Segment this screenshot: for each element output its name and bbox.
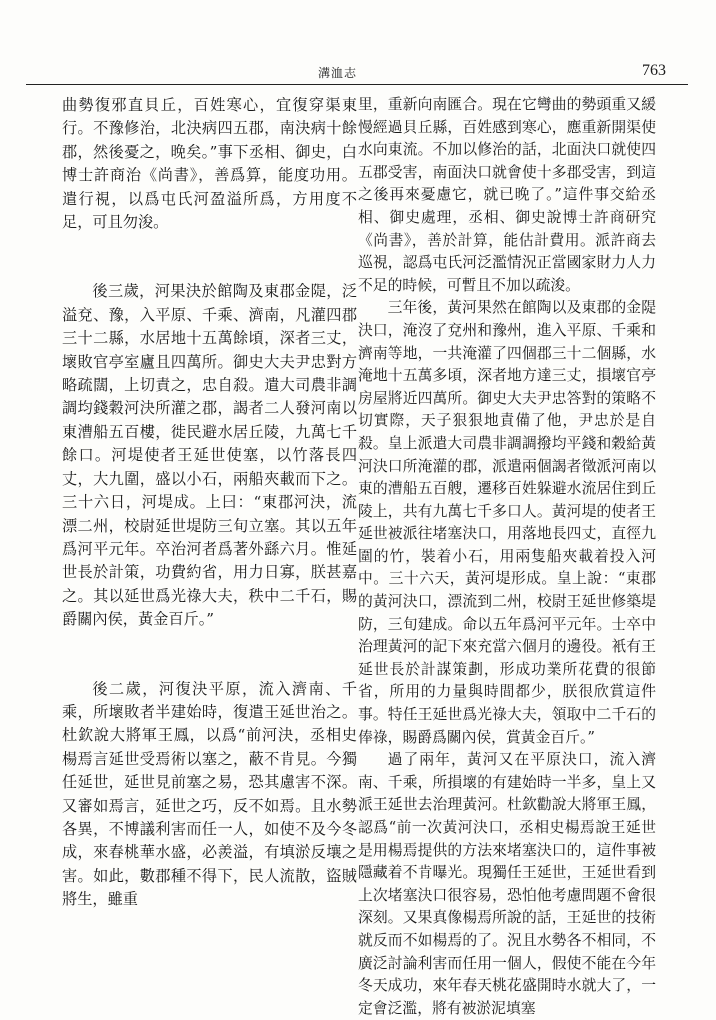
classical-paragraph: 後三歲，河果決於館陶及東郡金隄，泛溢兗、豫，入平原、千乘、濟南，凡灌四郡三十二縣，水居地十五萬餘頃，深者三丈，壞敗官亭室廬且四萬所。御史大夫尹忠對方略疏闊，上切責之，忠自殺。遣大司農非調調均錢穀河決所灌之郡，謁者二人發河南以東漕船五百樓，徙民避水居丘陵，九萬七千餘口。河堤使者王延世使塞，以竹落長四丈，大九圍，盛以小石，兩船夾載而下之。三十六日，河堤成。上曰：“東郡河決，流漂二州，校尉延世堤防三旬立塞。其以五年爲河平元年。卒治河者爲著外繇六月。惟延世長於計策，功費約省，用力日寡，朕甚嘉之。其以延世爲光祿大夫，秩中二千石，賜爵關內侯，黃金百斤。”	[62, 282, 357, 629]
translation-column	[358, 94, 656, 1017]
translation-paragraph: 里，重新向南匯合。現在它彎曲的勢頭重又緩慢經過貝丘縣，百姓感到寒心，應重新開渠使水向東流。不加以修治的話，北面決口就使四五郡受害，南面決口就會使十多郡受害，到這之後再來憂慮它，就已晚了。”這件事交給丞相、御史處理，丞相、御史說博士許商研究《尚書》，善於計算，能估計費用。派許商去巡視，認爲屯氏河泛濫情況正當國家財力人力不足的時候，可暫且不加以疏浚。	[358, 96, 656, 294]
classical-paragraph: 後二歲，河復決平原，流入濟南、千乘，所壞敗者半建始時，復遣王延世治之。杜欽說大將軍王鳳，以爲“前河決，丞相史楊焉言延世受焉術以塞之，蔽不肯見。今獨任延世，延世見前塞之易，恐其慮害不深。又審如焉言，延世之巧，反不如焉。且水勢各異，不博議利害而任一人，如使不及今冬成，來春桃華水盛，必羨溢，有填淤反壤之害。如此，數郡種不得下，民人流散，盜賊將生，雖重	[62, 679, 357, 909]
running-head: 溝洫志	[318, 66, 358, 80]
page-number: 763	[642, 62, 666, 79]
translation-paragraph: 過了兩年，黃河又在平原決口，流入濟南、千乘，所損壞的有建始時一半多，皇上又派王延世去治理黃河。杜欽勸說大將軍王鳳，認爲“前一次黃河決口，丞相史楊焉說王延世是用楊焉提供的方法來堵塞決口的，這件事被隱藏着不肯曝光。現獨任王延世，王延世看到上次堵塞決口很容易，恐怕他考慮問題不會很深刻。又果真像楊焉所說的話，王延世的技術就反而不如楊焉的了。況且水勢各不相同，不廣泛討論利害而任用一個人，假使不能在今年冬天成功，來年春天桃花盛開時水就大了，一定會泛濫，將有被淤泥填塞	[358, 751, 656, 1017]
classical-paragraph: 曲勢復邪直貝丘，百姓寒心，宜復穿渠東行。不豫修治，北決病四五郡，南決病十餘郡，然後憂之，晚矣。”事下丞相、御史，白博士許商治《尚書》，善爲算，能度功用。遣行視，以爲屯氏河盈溢所爲，方用度不足，可且勿浚。	[62, 96, 357, 232]
header-rule	[26, 84, 688, 85]
translation-paragraph: 三年後，黃河果然在館陶以及東郡的金隄決口，淹沒了兗州和豫州，進入平原、千乘和濟南等地，一共淹灌了四個郡三十二個縣，水淹地十五萬多頃，深者地方達三丈，損壞官亭房屋將近四萬所。御史大夫尹忠答對的策略不切實際，天子狠狠地責備了他，尹忠於是自殺。皇上派遣大司農非調調撥均平錢和穀給黃河決口所淹灌的郡，派遣兩個謁者徵派河南以東的漕船五百艘，遷移百姓躲避水流居住到丘陵上，共有九萬七千多口人。黃河堤的使者王延世被派往堵塞決口，用落地長四丈，直徑九圍的竹，裝着小石，用兩隻船夾載着投入河中。三十六天，黃河堤形成。皇上說：“東郡的黃河決口，漂流到二州，校尉王延世修築堤防，三旬建成。命以五年爲河平元年。士卒中治理黃河的記下來充當六個月的邊役。衹有王延世長於計謀策劃，形成功業所花費的很節省，所用的力量與時間都少，朕很欣賞這件事。特任王延世爲光祿大夫，領取中二千石的俸祿，賜爵爲關內侯，賞黃金百斤。”	[358, 299, 656, 746]
classical-text-column	[62, 94, 357, 984]
page-header	[0, 0, 716, 84]
